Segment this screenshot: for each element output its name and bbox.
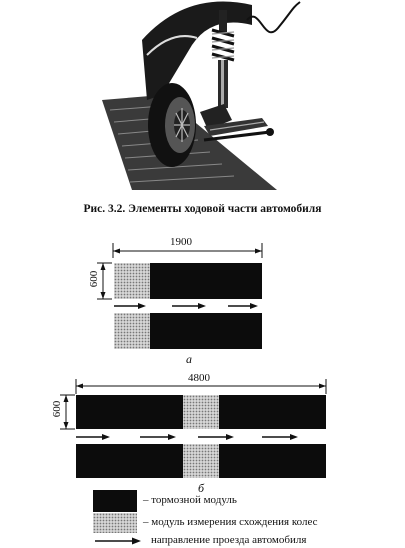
alignment-module [183, 395, 219, 429]
alignment-module [114, 313, 150, 349]
legend-direction-label: направление проезда автомобиля [151, 534, 307, 546]
dimension-width-a: 600 [88, 270, 100, 288]
diagram-b-sublabel: б [198, 481, 205, 495]
dimension-width-b: 600 [51, 400, 63, 418]
legend-direction-arrow-icon [93, 535, 143, 547]
dimension-length-a: 1900 [170, 236, 192, 248]
diagram-a-sublabel: а [186, 352, 192, 366]
legend-alignment-swatch [93, 513, 137, 533]
alignment-module [183, 444, 219, 478]
suspension-illustration [92, 0, 302, 190]
brake-module [150, 313, 262, 349]
brake-module [219, 395, 326, 429]
figure-caption: Рис. 3.2. Элементы ходовой части автомобиля [83, 203, 322, 215]
legend-brake-swatch [93, 490, 137, 512]
brake-module [76, 395, 183, 429]
legend-brake-label: – тормозной модуль [143, 494, 237, 506]
legend-alignment-label: – модуль измерения схождения колес [143, 516, 318, 528]
brake-module [150, 263, 262, 299]
brake-module [219, 444, 326, 478]
brake-module [76, 444, 183, 478]
alignment-module [114, 263, 150, 299]
dimension-length-b: 4800 [188, 372, 210, 384]
